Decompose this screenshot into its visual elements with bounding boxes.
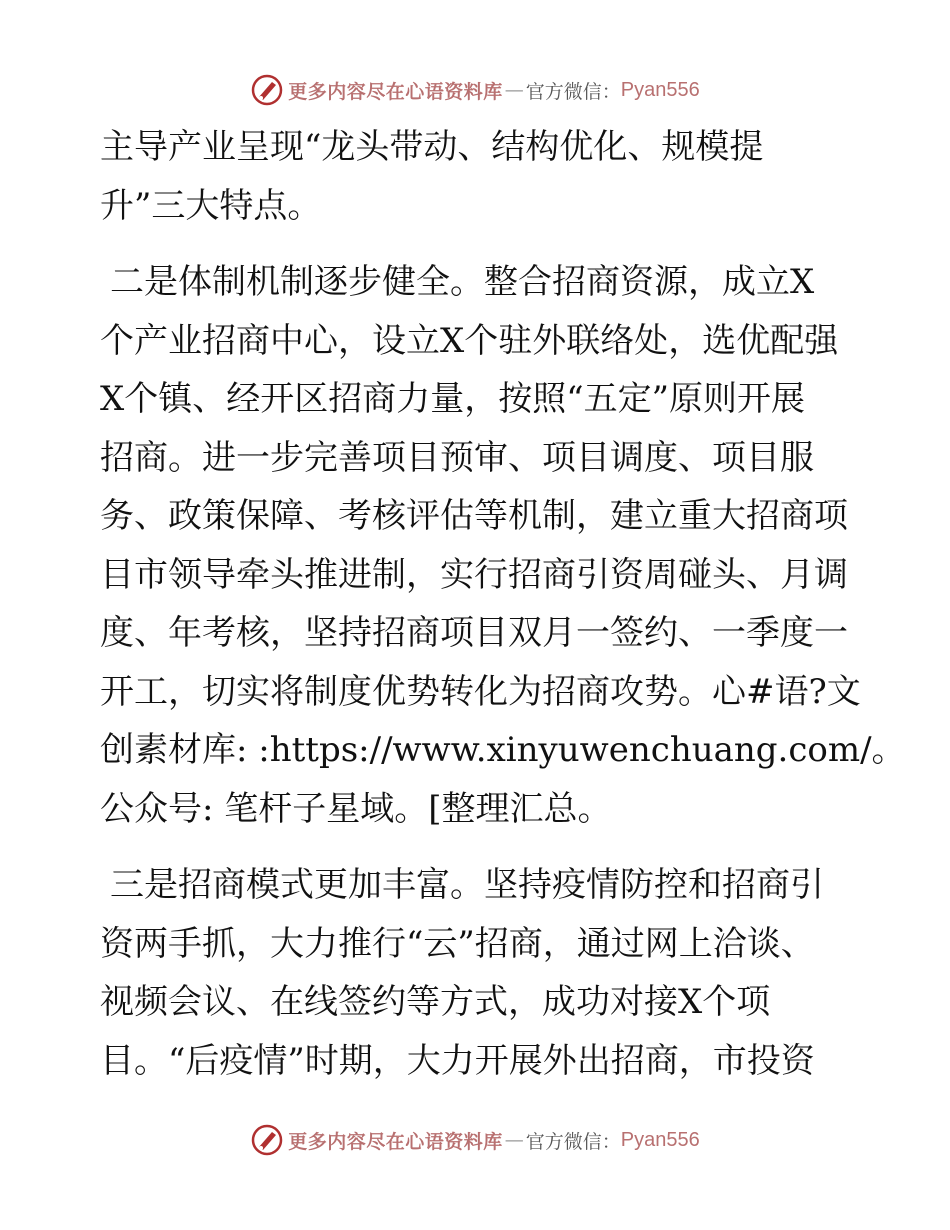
text-line: 创素材库: :https://www.xinyuwenchuang.com/。 xyxy=(100,730,906,770)
pen-logo-icon xyxy=(250,73,284,107)
paragraph xyxy=(100,856,860,1090)
text-line: 度、年考核，坚持招商项目双月一签约、一季度一 xyxy=(100,613,848,653)
text-line: 资两手抓，大力推行“云”招商，通过网上洽谈、 xyxy=(100,923,815,964)
footer-banner-text: 更多内容尽在心语资料库 xyxy=(288,1130,503,1153)
text-line: 公众号: 笔杆子星域。[整理汇总。 xyxy=(100,788,612,829)
text-line: X个镇、经开区招商力量，按照“五定”原则开展 xyxy=(100,379,805,419)
text-line: 二是体制机制逐步健全。整合招商资源，成立X xyxy=(110,262,815,302)
document-body xyxy=(100,118,906,1090)
text-line: 个产业招商中心，设立X个驻外联络处，选优配强 xyxy=(100,320,839,361)
footer-banner-separator: — xyxy=(504,1129,524,1151)
text-line: 目市领导牵头推进制，实行招商引资周碰头、月调 xyxy=(100,554,848,595)
text-line: 开工，切实将制度优势转化为招商攻势。心#语?文 xyxy=(100,671,861,712)
text-line: 务、政策保障、考核评估等机制，建立重大招商项 xyxy=(100,496,848,536)
text-line: 主导产业呈现“龙头带动、结构优化、规模提 xyxy=(100,127,764,167)
footer-wechat-id: Pyan556 xyxy=(620,1128,700,1151)
text-line: 目。“后疫情”时期，大力开展外出招商，市投资 xyxy=(100,1040,815,1081)
text-line: 三是招商模式更加丰富。坚持疫情防控和招商引 xyxy=(110,865,824,905)
header-watermark xyxy=(0,70,950,110)
footer-wechat-label: 官方微信： xyxy=(525,1130,621,1153)
text-line: 升”三大特点。 xyxy=(100,185,322,226)
text-line: 招商。进一步完善项目预审、项目调度、项目服 xyxy=(100,437,814,478)
header-banner-separator: — xyxy=(504,79,524,101)
footer-watermark xyxy=(0,1120,950,1160)
header-wechat-id: Pyan556 xyxy=(620,78,700,101)
text-line: 视频会议、在线签约等方式，成功对接X个项 xyxy=(100,982,771,1022)
pen-logo-icon xyxy=(250,1123,284,1157)
paragraph xyxy=(100,118,860,235)
paragraph xyxy=(100,253,906,838)
header-wechat-label: 官方微信： xyxy=(525,80,621,103)
header-banner-text: 更多内容尽在心语资料库 xyxy=(288,80,503,103)
